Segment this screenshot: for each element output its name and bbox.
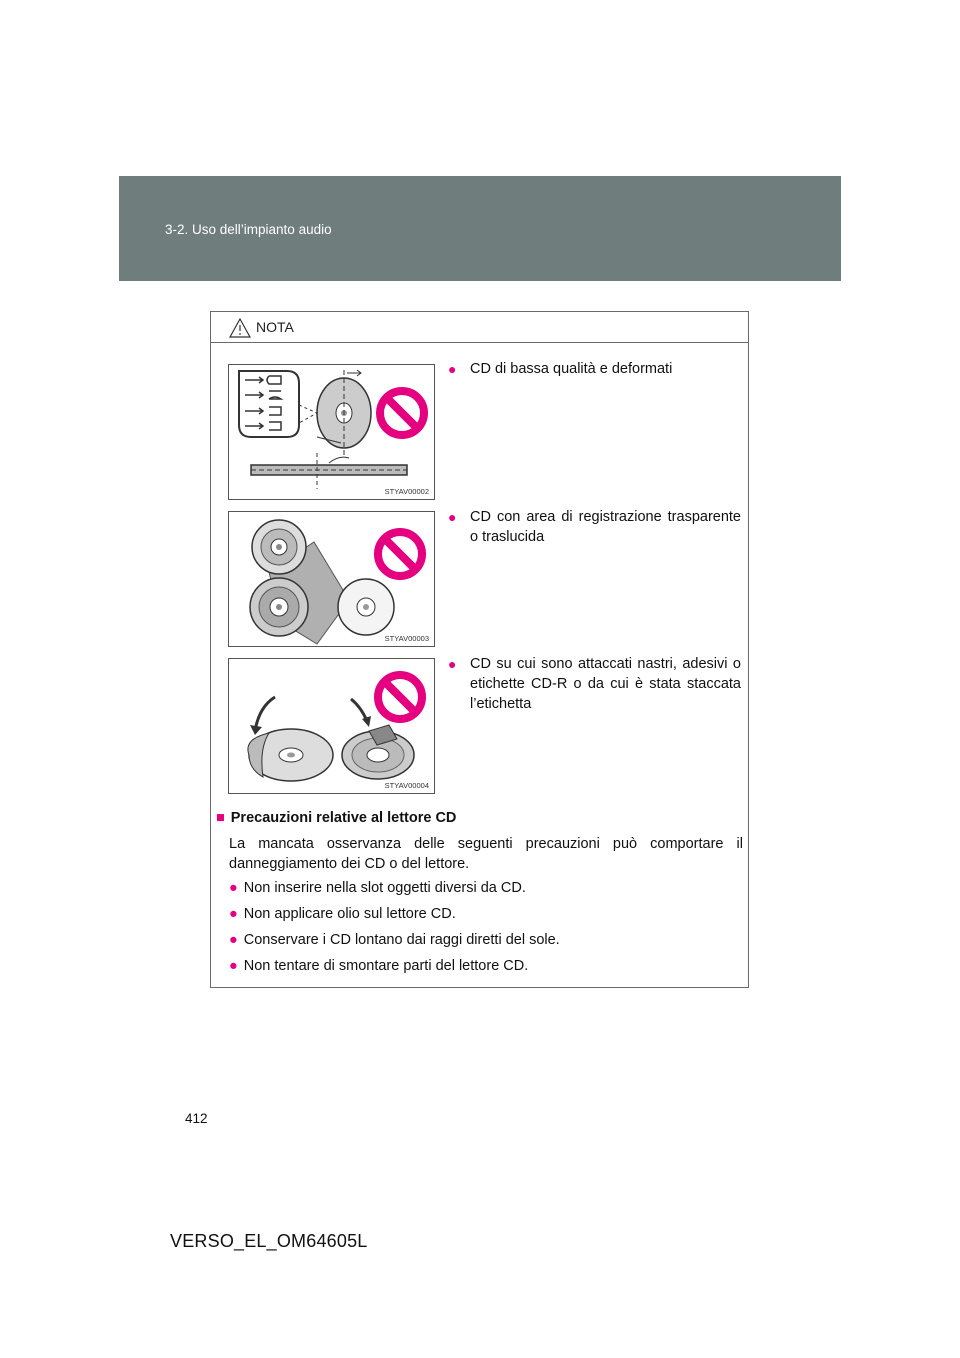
document-code: VERSO_EL_OM64605L: [170, 1231, 368, 1251]
bullet-icon: ●: [229, 880, 238, 896]
bullet-icon: ●: [229, 932, 238, 948]
figure-code: STYAV00002: [384, 487, 429, 496]
square-bullet-icon: ■: [216, 810, 225, 826]
figure-labeled-cd: [228, 658, 435, 794]
labeled-cd-illustration: [229, 659, 434, 793]
figure-code: STYAV00004: [384, 781, 429, 790]
list-item: ● Non inserire nella slot oggetti diversi da CD.: [229, 880, 526, 896]
section-breadcrumb: 3-2. Uso dell’impianto audio: [165, 222, 332, 237]
page-number: 412: [185, 1111, 208, 1126]
list-item: ● CD su cui sono attaccati nastri, adesivi o etichette CD-R o da cui è stata staccata l’etichetta: [448, 656, 741, 712]
figure-code: STYAV00003: [384, 634, 429, 643]
bullet-icon: ●: [229, 958, 238, 974]
section-heading: ■ Precauzioni relative al lettore CD: [216, 810, 457, 826]
deformed-cd-illustration: [229, 365, 434, 499]
figure-deformed-cd: [228, 364, 435, 500]
intro-paragraph: La mancata osservanza delle seguenti precauzioni può comportare il danneggiamento dei CD o del lettore.: [229, 836, 743, 872]
warning-icon: [229, 318, 251, 338]
bullet-icon: ●: [229, 906, 238, 922]
note-header: [211, 312, 748, 343]
note-box: [210, 311, 749, 988]
list-item: ● Non tentare di smontare parti del lettore CD.: [229, 958, 529, 974]
list-item: ● CD con area di registrazione trasparente o traslucida: [448, 509, 741, 545]
figure-transparent-cd: [228, 511, 435, 647]
list-item: ● Non applicare olio sul lettore CD.: [229, 906, 456, 922]
transparent-cd-illustration: [229, 512, 434, 646]
list-item: ● CD di bassa qualità e deformati: [448, 361, 673, 377]
bullet-icon: ●: [448, 656, 457, 672]
bullet-icon: ●: [448, 509, 457, 525]
list-item: ● Conservare i CD lontano dai raggi diretti del sole.: [229, 932, 560, 948]
bullet-icon: ●: [448, 361, 457, 377]
note-title: NOTA: [256, 319, 294, 335]
